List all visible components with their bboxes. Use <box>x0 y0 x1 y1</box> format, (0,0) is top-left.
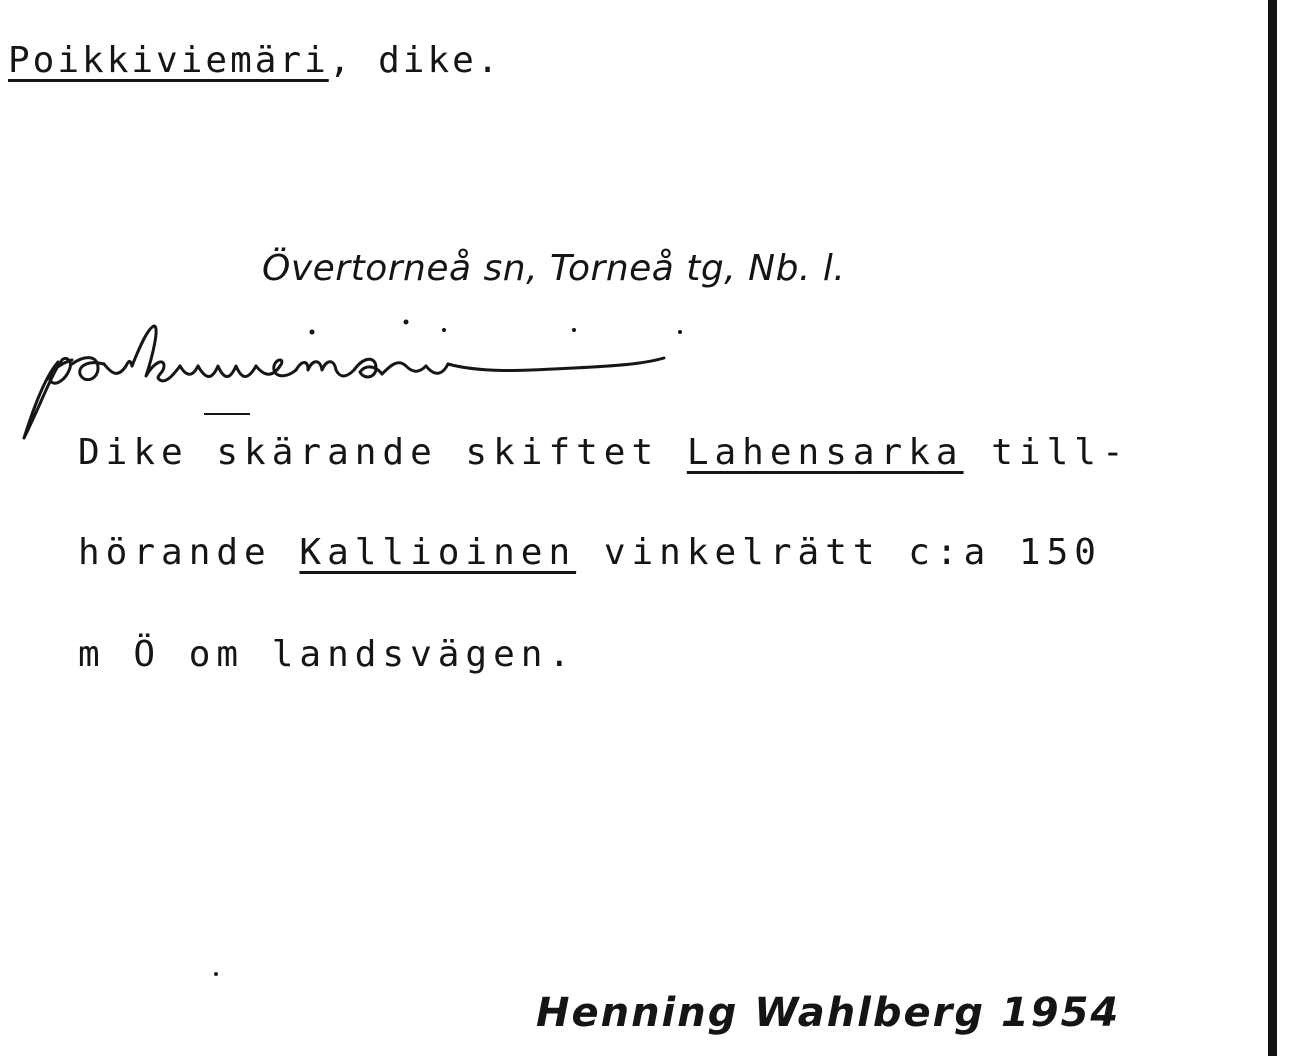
headword: Poikkiviemäri <box>8 40 329 81</box>
card-edge-line <box>1268 0 1277 1056</box>
definition-line-3: m Ö om landsvägen. <box>78 634 577 675</box>
handwritten-form <box>14 318 684 448</box>
definition-text: hörande <box>78 532 300 573</box>
location-stamp: Övertorneå sn, Torneå tg, Nb. l. <box>262 248 846 289</box>
ink-speck <box>214 972 218 976</box>
headword-gloss: , dike. <box>328 40 502 81</box>
handwriting-strokes <box>14 318 684 448</box>
signature: Henning Wahlberg 1954 <box>536 990 1121 1036</box>
place-name-kallioinen: Kallioinen <box>299 532 577 573</box>
definition-text: Dike skärande skiftet <box>78 432 687 473</box>
definition-text: till- <box>963 432 1130 473</box>
definition-text: vinkelrätt c:a 150 <box>576 532 1102 573</box>
definition-line-1 <box>78 432 1130 473</box>
place-name-lahensarka: Lahensarka <box>686 432 964 473</box>
headword-line <box>8 40 501 81</box>
definition-line-2 <box>78 532 1102 573</box>
